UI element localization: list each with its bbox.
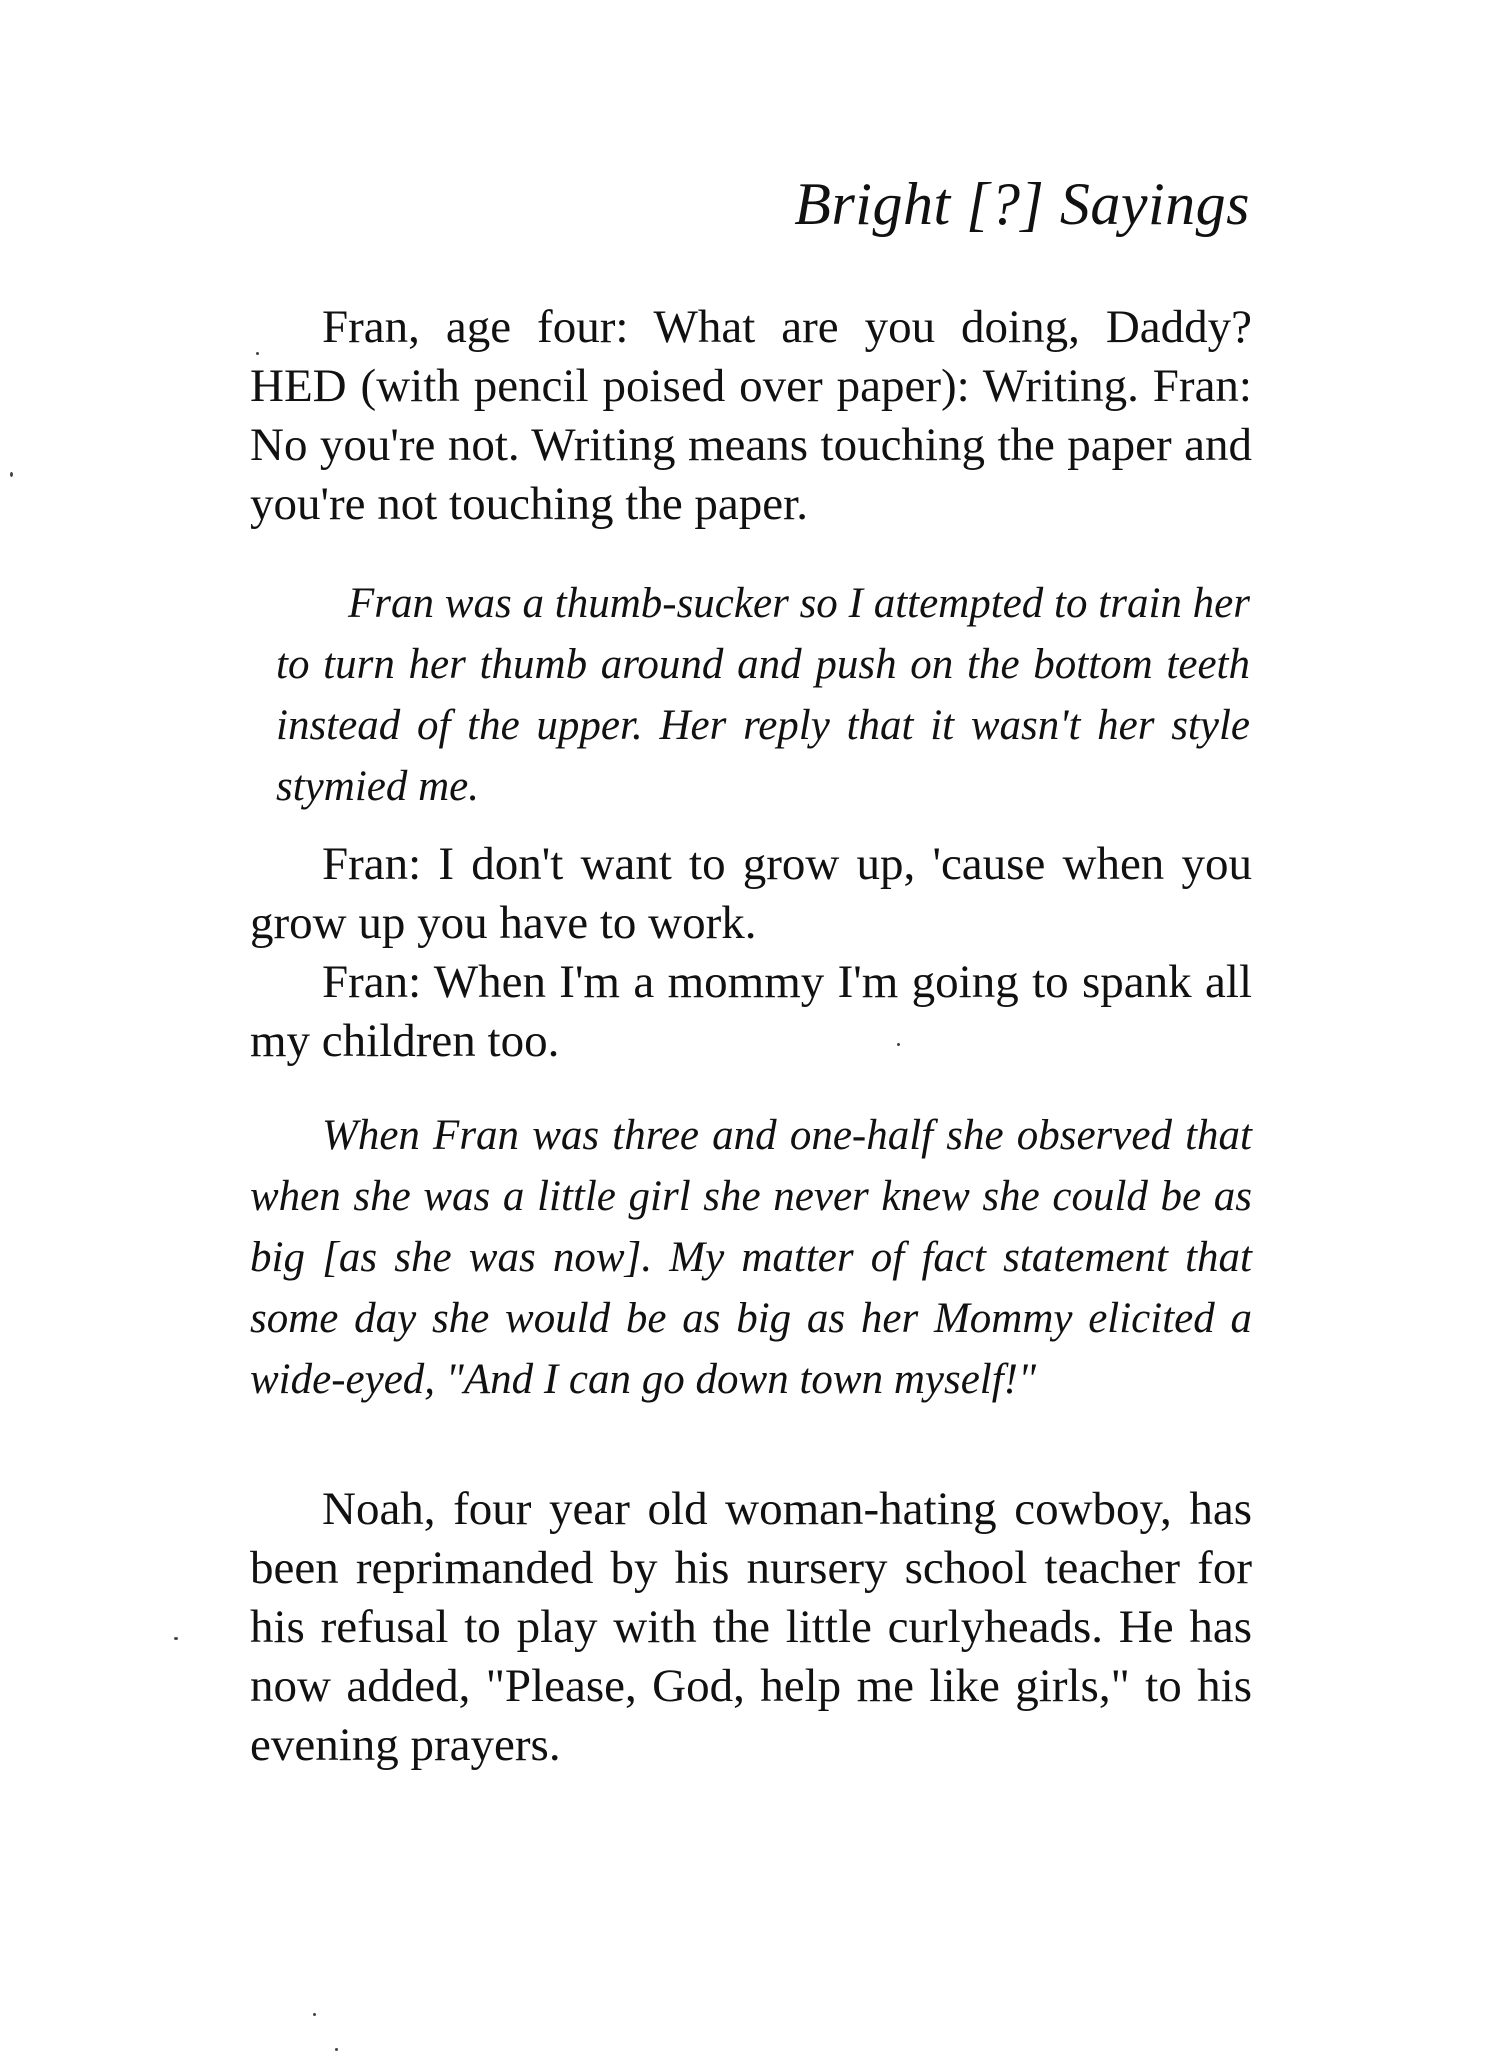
- section-roman-3: [250, 1480, 1252, 1775]
- paragraph-spank: Fran: When I'm a mommy I'm going to spank all my children too.: [250, 956, 1252, 1067]
- scan-speck: [313, 2013, 316, 2016]
- paragraph-three-and-half: When Fran was three and one-half she observed that when she was a little girl she never knew she could be as big [as she was now]. My matter of fact statement that some day she would be as big as her Mommy elicited a wide-eyed, "And I can go down town myself!": [250, 1112, 1252, 1403]
- scan-speck: [897, 1043, 900, 1046]
- section-roman-2: [250, 835, 1252, 1071]
- paragraph-hed-writing: Fran, age four: What are you doing, Daddy? HED (with pencil poised over paper): Writing. Fran: No you're not. Writing means touching the paper and you're not touching the paper.: [250, 301, 1252, 530]
- section-italic-1: [276, 573, 1250, 817]
- scan-speck: [10, 472, 13, 477]
- scan-speck: [335, 2048, 338, 2051]
- section-roman-1: [250, 298, 1252, 534]
- scan-speck: [256, 352, 259, 355]
- paragraph-thumb-sucker: Fran was a thumb-sucker so I attempted to train her to turn her thumb around and push on the bottom teeth instead of the upper. Her reply that it wasn't her style stymied me.: [276, 580, 1250, 810]
- scan-speck: [174, 1637, 178, 1640]
- paragraph-noah: Noah, four year old woman-hating cowboy, has been reprimanded by his nursery school teacher for his refusal to play with the little curlyheads. He has now added, "Please, God, help me like girls," to his evening prayers.: [250, 1483, 1252, 1771]
- section-italic-2: [250, 1105, 1252, 1410]
- paragraph-grow-up: Fran: I don't want to grow up, 'cause when you grow up you have to work.: [250, 838, 1252, 949]
- page-title: Bright [?] Sayings: [794, 171, 1250, 237]
